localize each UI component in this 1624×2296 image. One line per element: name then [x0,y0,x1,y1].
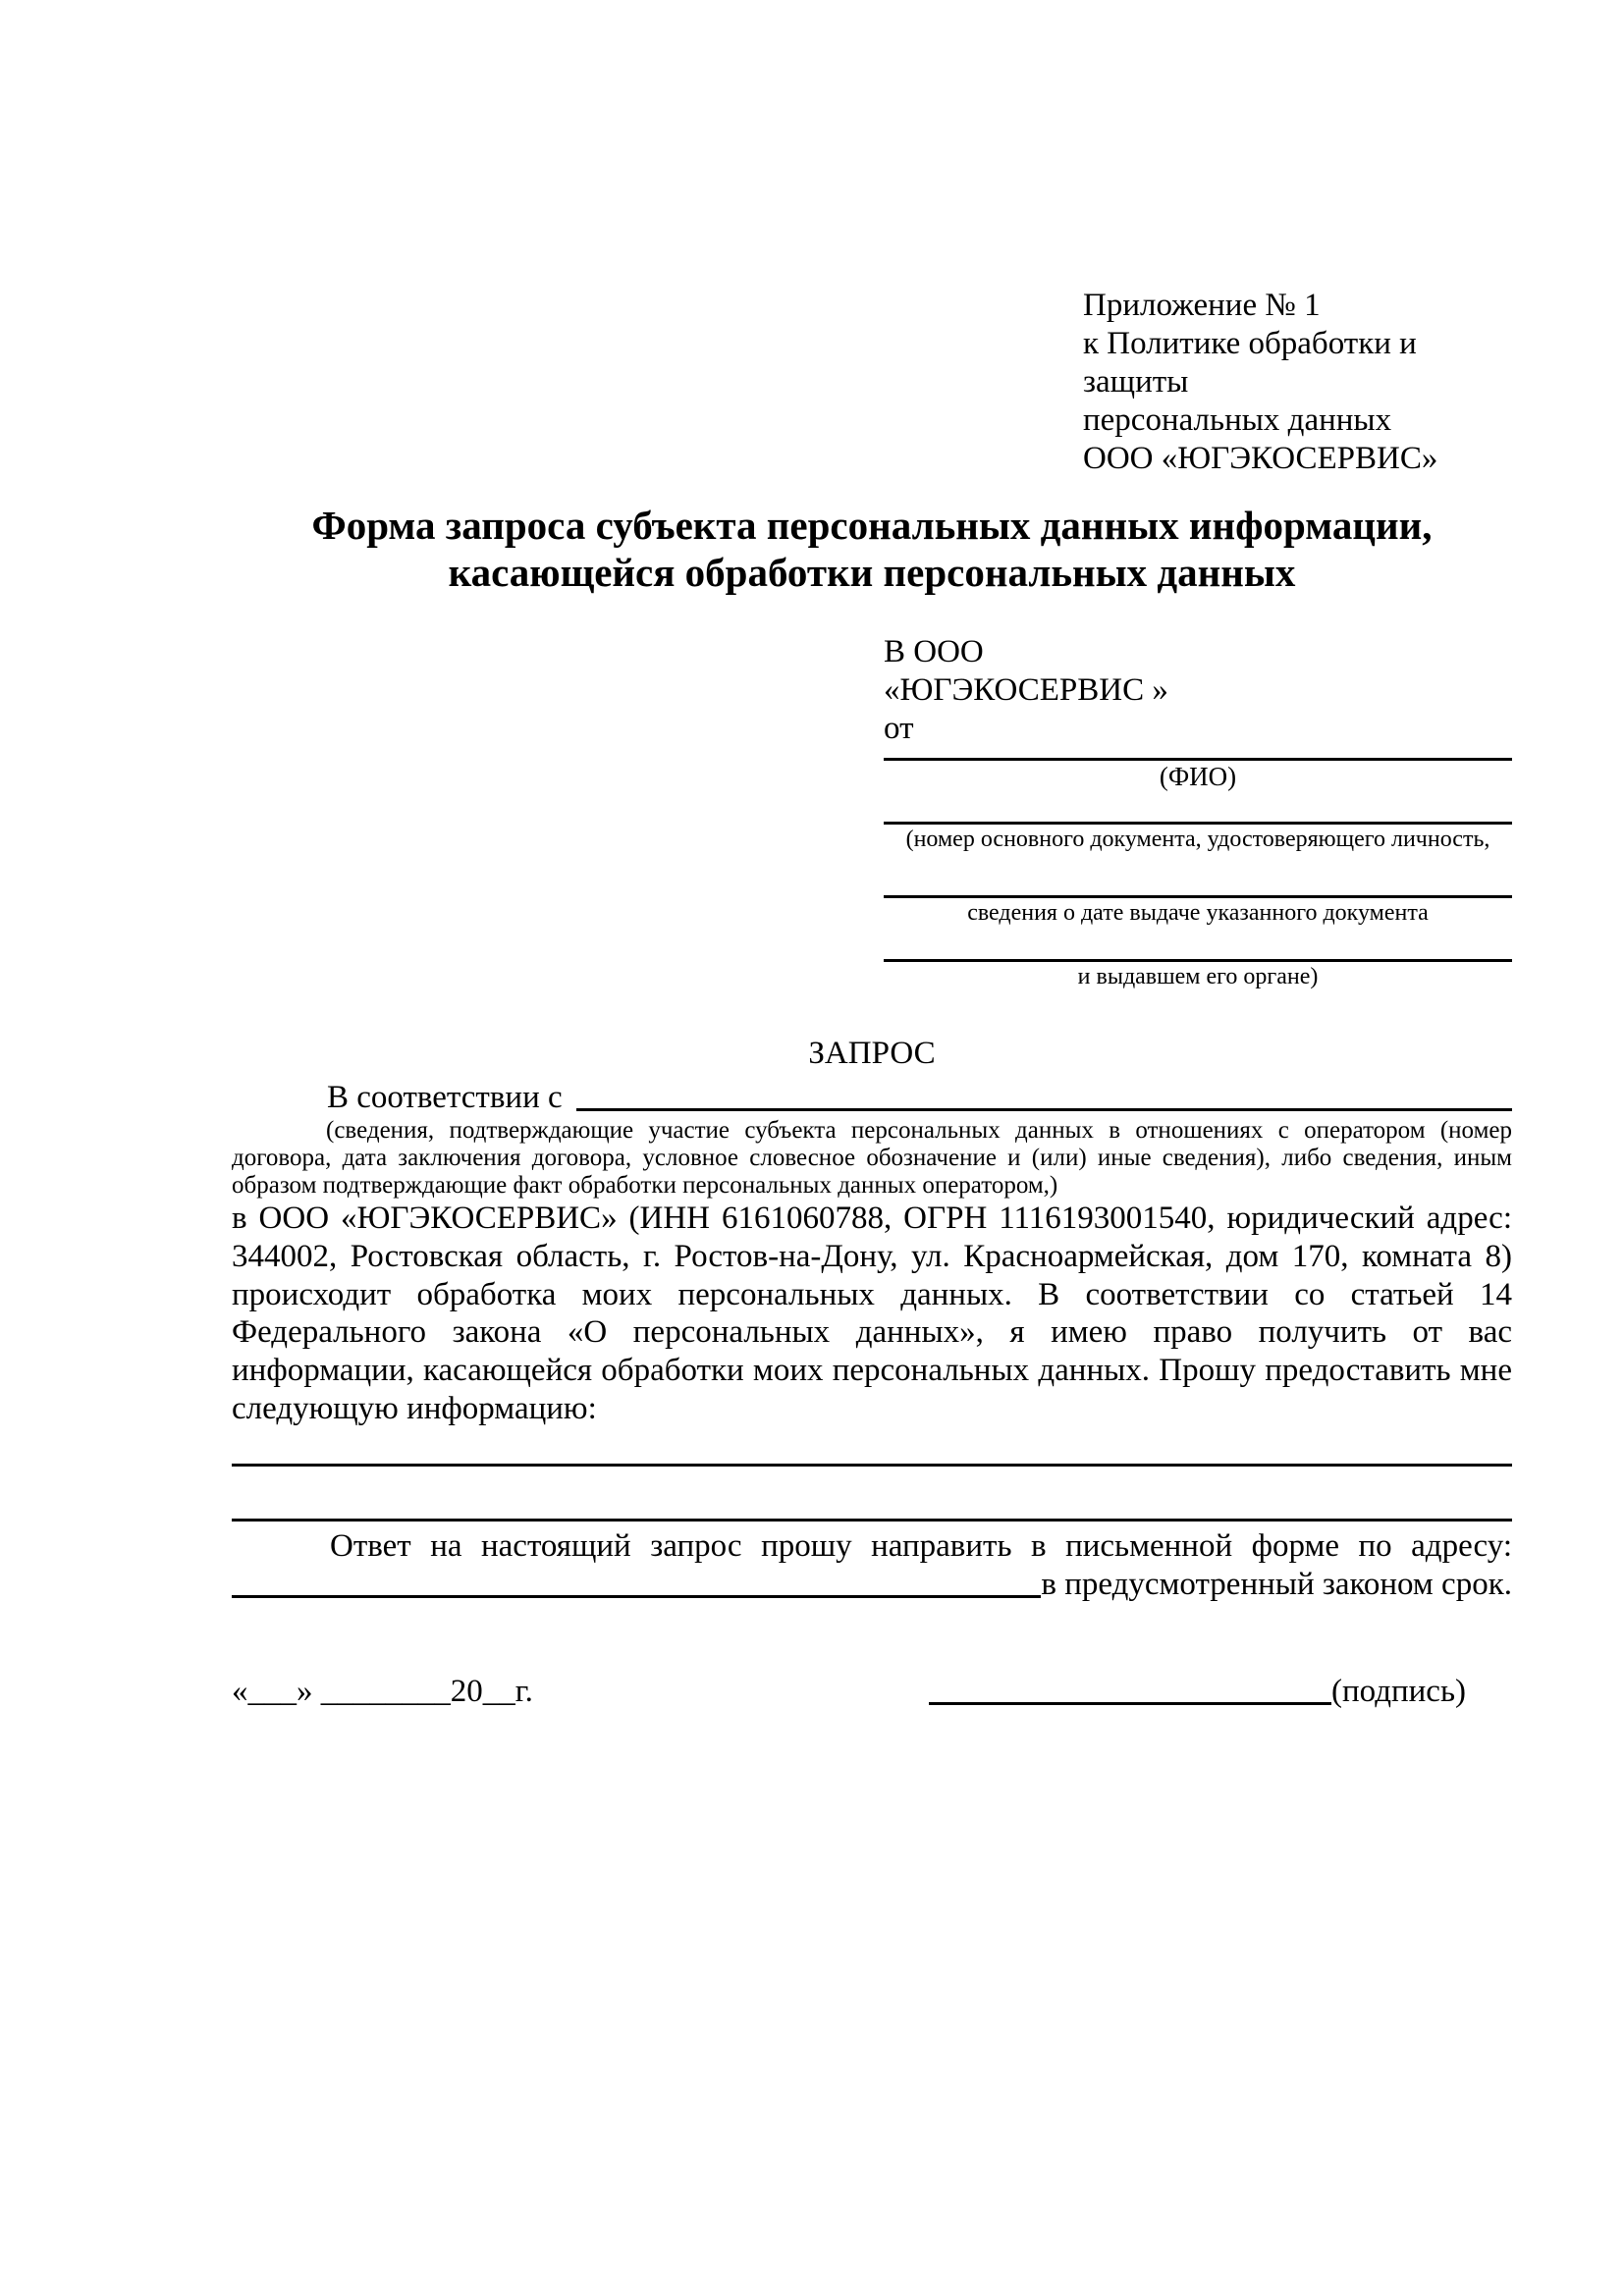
annex-line: Приложение № 1 [1083,288,1321,323]
document-title-line: касающейся обработки персональных данных [448,550,1296,595]
addressee-from-label: от [884,711,914,746]
request-intro-row [232,1079,1512,1117]
basis-footnote: (сведения, подтверждающие участие субъекта персональных данных в отношениях с оператором (номер договора, дата заключения договора, условное словесное обозначение и (или) иные сведения), либо сведения, иным образом подтверждающие факт обработки персональных данных оператором,) [232,1117,1512,1199]
document-content [232,0,1512,1711]
signature-caption: (подпись) [1331,1673,1466,1709]
reply-request-line: Ответ на настоящий запрос прошу направить в письменной форме по адресу: [330,1527,1512,1564]
info-field-line[interactable] [232,1519,1512,1522]
doc-date-caption: сведения о дате выдаче указанного документа [967,900,1429,926]
signature-field-line[interactable] [929,1702,1331,1705]
document-title [232,502,1512,596]
info-field-line[interactable] [232,1464,1512,1467]
annex-line: персональных данных [1083,402,1392,438]
basis-field-line[interactable] [576,1079,1512,1111]
date-field-line[interactable]: «___» ________20__г. [232,1673,533,1709]
request-body-paragraph: в ООО «ЮГЭКОСЕРВИС» (ИНН 6161060788, ОГРН 1116193001540, юридический адрес: 344002, Ростовская область, г. Ростов-на-Дону, ул. Красноармейская, дом 170, комната 8) происходит обработка моих персональных данных. В соответствии со статьей 14 Федерального закона «О персональных данных», я имею право получить от вас информации, касающейся обработки моих персональных данных. Прошу предоставить мне следующую информацию: [232,1201,1512,1426]
address-field-line[interactable] [232,1595,1041,1598]
annex-line: ООО «ЮГЭКОСЕРВИС» [1083,441,1438,476]
signature-row [232,1673,1512,1711]
reply-address-row [232,1566,1512,1604]
addressee-block [884,633,1512,991]
first-line-indent [232,1079,327,1117]
doc-issuer-caption: и выдавшем его органе) [1077,964,1319,989]
annex-line: к Политике обработки и защиты [1083,326,1417,400]
addressee-to-line: В ООО [884,634,984,669]
addressee-to-line: «ЮГЭКОСЕРВИС » [884,672,1168,708]
reply-suffix: в предусмотренный законом срок. [1041,1566,1512,1602]
document-title-line: Форма запроса субъекта персональных данных информации, [311,503,1433,548]
doc-number-caption: (номер основного документа, удостоверяющего личность, [905,827,1490,852]
annex-block [1083,287,1512,478]
request-heading: ЗАПРОС [808,1036,936,1071]
signature-group [929,1673,1466,1711]
request-intro-prefix: В соответствии с [327,1080,563,1115]
fio-caption: (ФИО) [1159,762,1237,791]
